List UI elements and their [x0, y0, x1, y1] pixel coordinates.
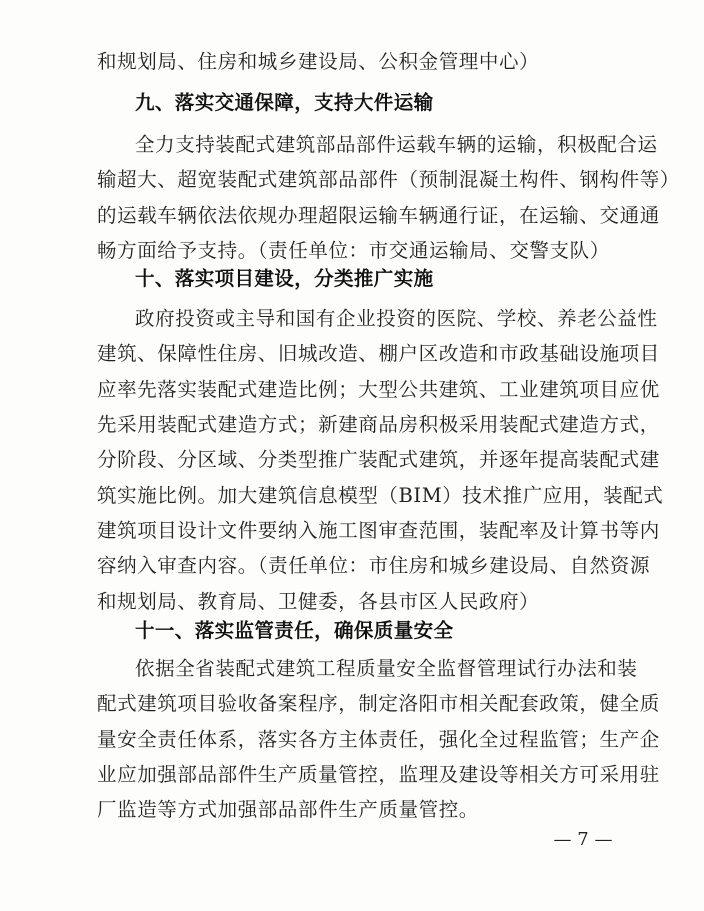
text-line: 和规划局、住房和城乡建设局、公积金管理中心） — [97, 50, 540, 73]
text-line: 畅方面给予支持。（责任单位：市交通运输局、交警支队） — [97, 239, 610, 262]
section-heading-10: 十、落实项目建设，分类推广实施 — [135, 267, 434, 290]
text-line: 建筑、保障性住房、旧城改造、棚户区改造和市政基础设施项目 — [97, 342, 660, 365]
text-line: 筑实施比例。加大建筑信息模型（BIM）技术推广应用，装配式 — [97, 484, 664, 507]
text-line: 输超大、超宽装配式建筑部品部件（预制混凝土构件、钢构件等） — [97, 168, 680, 191]
text-line: 分阶段、分区域、分类型推广装配式建筑，并逐年提高装配式建 — [97, 448, 660, 471]
text-line: 全力支持装配式建筑部品部件运载车辆的运输，积极配合运 — [135, 133, 658, 156]
section-heading-9: 九、落实交通保障，支持大件运输 — [135, 91, 434, 114]
section-heading-11: 十一、落实监管责任，确保质量安全 — [135, 619, 454, 642]
page-number: — 7 — — [553, 829, 613, 850]
text-line: 政府投资或主导和国有企业投资的医院、学校、养老公益性 — [135, 307, 658, 330]
text-line: 业应加强部品部件生产质量管控，监理及建设等相关方可采用驻 — [97, 763, 660, 786]
text-line: 配式建筑项目验收备案程序，制定洛阳市相关配套政策，健全质 — [97, 692, 660, 715]
text-line: 容纳入审查内容。（责任单位：市住房和城乡建设局、自然资源 — [97, 554, 651, 577]
text-line: 和规划局、教育局、卫健委，各县市区人民政府） — [97, 590, 540, 613]
text-line: 依据全省装配式建筑工程质量安全监督管理试行办法和装 — [135, 657, 638, 680]
text-line: 应率先落实装配式建造比例；大型公共建筑、工业建筑项目应优 — [97, 378, 660, 401]
text-line: 建筑项目设计文件要纳入施工图审查范围，装配率及计算书等内 — [97, 519, 660, 542]
text-line: 量安全责任体系，落实各方主体责任，强化全过程监管；生产企 — [97, 728, 660, 751]
text-line: 先采用装配式建造方式；新建商品房积极采用装配式建造方式， — [97, 413, 660, 436]
text-line: 的运载车辆依法依规办理超限运输车辆通行证，在运输、交通通 — [97, 204, 660, 227]
text-line: 厂监造等方式加强部品部件生产质量管控。 — [97, 798, 479, 821]
